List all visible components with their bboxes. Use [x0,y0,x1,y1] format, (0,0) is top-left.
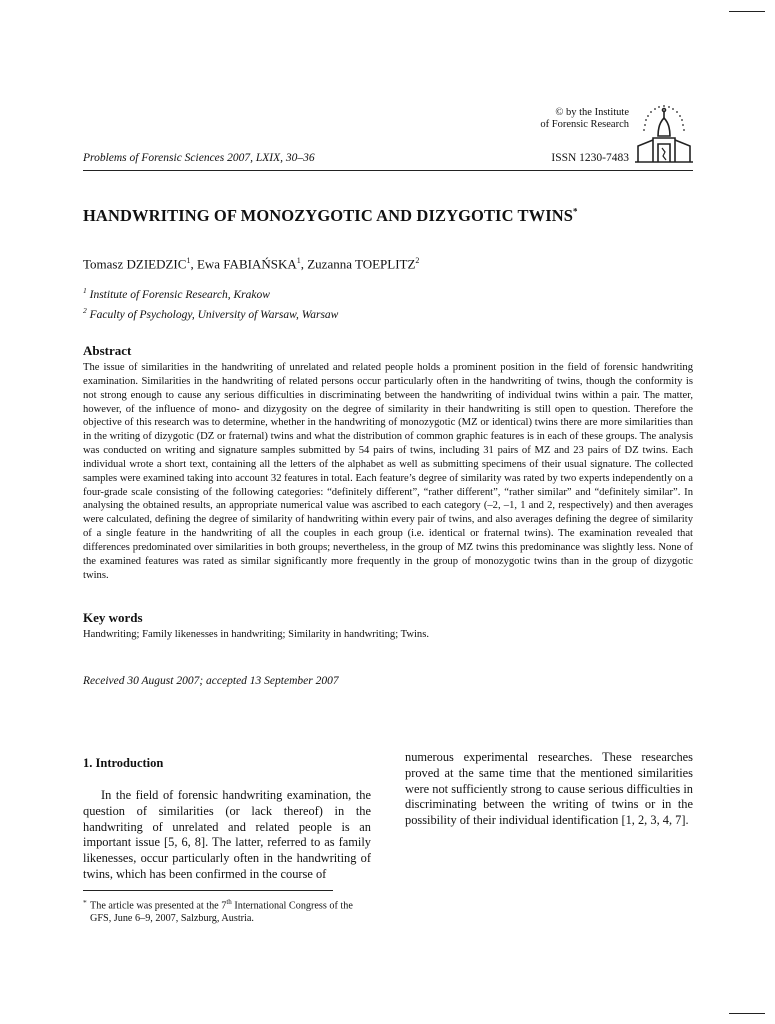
received-dates: Received 30 August 2007; accepted 13 September 2007 [83,675,339,687]
footnote-text-start: The article was presented at the 7 [90,900,227,912]
author-affiliation-mark: 2 [415,256,420,265]
intro-paragraph-continued: numerous experimental researches. These researches proved at the same time that the mentioned similarities were not sufficiently strong to cause serious difficulties in discriminating between the writing of twins or in the possibility of their individual identification [1, 2, 3, 4, 7]. [405,750,693,828]
title-footnote-mark: * [573,206,578,217]
header-divider [83,170,693,171]
keywords-heading: Key words [83,610,143,625]
crop-mark-top [729,11,765,12]
footnote-body [83,896,373,925]
affiliation-item [83,303,338,323]
abstract-heading: Abstract [83,343,132,358]
intro-column-right [405,750,693,829]
footnote-ordinal: th [226,898,232,906]
author-affiliation-mark: 1 [296,256,301,265]
footnote-divider [83,890,333,891]
author-name: Tomasz DZIEDZIC [83,256,187,272]
footnote-mark: * [83,898,87,907]
section-heading-introduction: 1. Introduction [83,756,164,770]
affiliation-item [83,283,338,303]
affiliation-list [83,283,338,323]
copyright-line-2: of Forensic Research [540,119,629,130]
affiliation-number: 1 [83,286,87,295]
author-name: Zuzanna TOEPLITZ [307,256,416,272]
footnote-text-end: International Congress of the GFS, June 6–9, 2007, Salzburg, Austria. [90,900,353,925]
intro-paragraph: In the field of forensic handwriting examination, the question of similarities (or lack thereof) in the handwriting of unrelated and related people is an important issue [5, 6, 8]. The latter, referred to as family likenesses, occur particularly often in the handwriting of twins, which has been confirmed in the course of [83,788,371,881]
crop-mark-bottom [729,1013,765,1014]
author-name: Ewa FABIAŃSKA [196,256,297,272]
forensic-institute-logo-icon [632,100,696,164]
issn: ISSN 1230-7483 [551,152,629,164]
keywords-body: Handwriting; Family likenesses in handwriting; Similarity in handwriting; Twins. [83,629,429,640]
author-affiliation-mark: 1 [186,256,191,265]
copyright-notice [429,107,629,131]
affiliation-text: Faculty of Psychology, University of Warsaw, Warsaw [89,308,339,321]
footnote [83,896,373,925]
journal-citation: Problems of Forensic Sciences 2007, LXIX, 30–36 [83,152,315,164]
affiliation-text: Institute of Forensic Research, Krakow [89,288,270,301]
affiliation-number: 2 [83,305,87,315]
intro-column-left [83,756,371,883]
author-list: Tomasz DZIEDZIC$^1$, Ewa FABIAŃSKA$^1$, Zuzanna TOEPLITZ$^2$ [83,256,420,272]
article-title-text: HANDWRITING OF MONOZYGOTIC AND DIZYGOTIC TWINS [83,206,574,225]
abstract-body: The issue of similarities in the handwriting of unrelated and related people holds a prominent position in the field of forensic handwriting examination. Similarities in the handwriting of related persons occur particularly often in the handwriting of twins, though the conformity is not strong enough to cause any serious difficulties in discriminating between the handwriting of individual twins within a pair. The matter, however, of the influence of mono- and dizygosity on the degree of similarity in their handwriting is still open to question. Therefore the objective of this research was to determine, whether in the handwriting of monozygotic (MZ or identical) twins there are more similarities than in the writing of dizygotic (DZ or fraternal) twins and what the distribution of common graphic features is in each of these groups. The analysis was conducted on writing and signature samples submitted by 54 pairs of twins, including 31 pairs of MZ and 23 pairs of DZ twins. Each individual wrote a short text, containing all the letters of the alphabet as well as submitting specimens of their usual signature. The collected samples were examined taking into account 32 features in total. Each feature’s degree of similarity was rated by two experts independently on a four-grade scale consisting of the following categories: “definitely different”, “rather different”, “rather similar” and “definitely similar”. In analysing the obtained results, an appropriate numerical value was ascribed to each category (–2, –1, 1 and 2, respectively) and then averages were calculated, defining the degree of similarity of handwriting within every pair of twins, and also averages defining the degree of similarity of a single feature in the handwriting of all the couples in each group (i.e. identical or fraternal twins). The examination revealed that differences predominated over similarities in both groups; nevertheless, in the group of MZ twins this predominance was slightly less. None of the examined features was rated as similar significantly more frequently in the group of monozygotic twins than in the group of dizygotic twins. [83,362,693,581]
copyright-line-1: © by the Institute [555,107,629,118]
article-title [83,206,693,226]
